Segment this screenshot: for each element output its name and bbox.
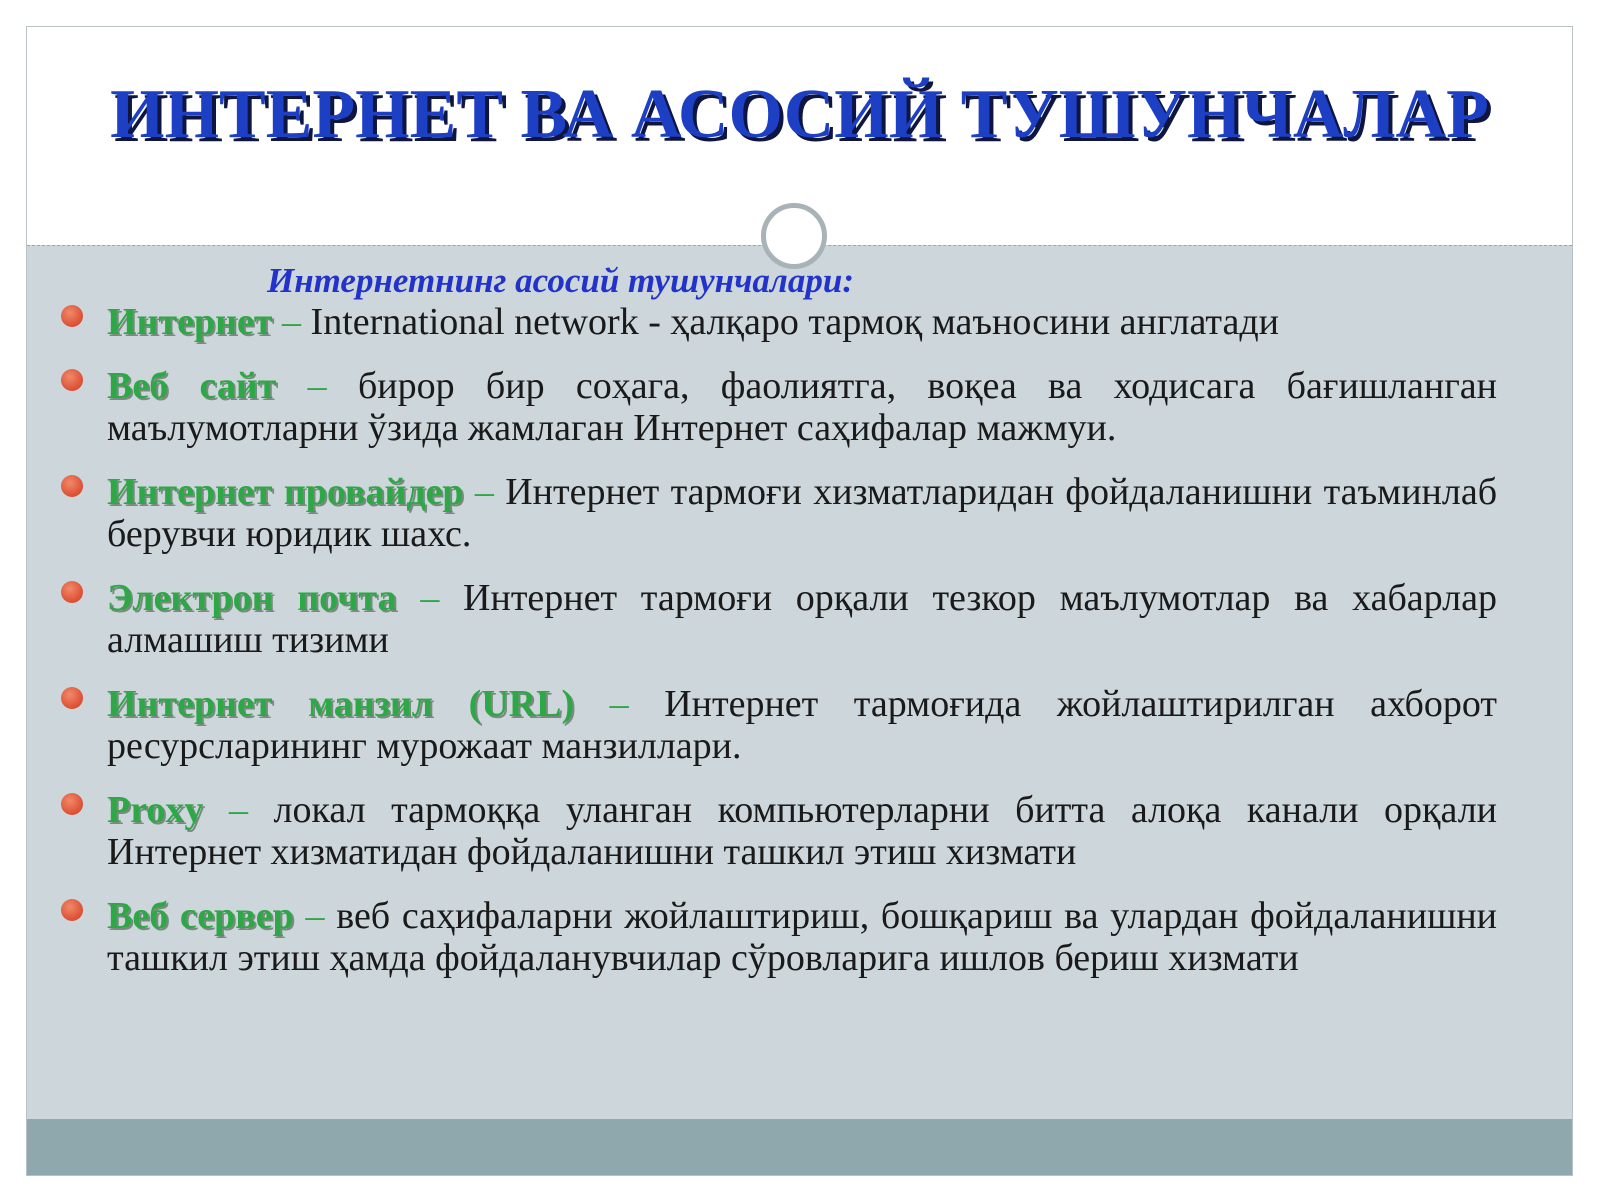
slide — [26, 26, 1573, 1176]
bullet-icon — [61, 305, 83, 327]
item-text: International network - ҳалқаро тармоқ маъносини англатади — [310, 301, 1279, 343]
list-item — [107, 301, 1497, 343]
item-text: бирор бир соҳага, фаолиятга, воқеа ва ходисага бағишланган маълумотларни ўзида жамлаган Интернет саҳифалар мажмуи. — [107, 365, 1498, 449]
definition-list — [107, 301, 1497, 1001]
bullet-icon — [61, 899, 83, 921]
list-item — [107, 577, 1497, 661]
item-dash: – — [307, 365, 327, 407]
item-dash: – — [282, 301, 302, 343]
list-item — [107, 683, 1497, 767]
list-item — [107, 895, 1497, 979]
circle-ornament-icon — [761, 203, 827, 269]
list-item — [107, 365, 1497, 449]
item-term: Веб сайт — [107, 365, 277, 407]
item-term: Веб сервер — [107, 895, 294, 937]
item-text: Интернет тармоғи хизматларидан фойдаланишни таъминлаб берувчи юридик шахс. — [107, 471, 1498, 555]
list-item — [107, 471, 1497, 555]
item-dash: – — [305, 895, 325, 937]
slide-title: ИНТЕРНЕТ ВА АСОСИЙ ТУШУНЧАЛАР — [110, 76, 1489, 153]
bullet-icon — [61, 793, 83, 815]
item-dash: – — [420, 577, 440, 619]
item-term: Интернет — [107, 301, 273, 343]
footer-band — [27, 1119, 1572, 1175]
bullet-icon — [61, 687, 83, 709]
item-text: веб саҳифаларни жойлаштириш, бошқариш ва улардан фойдаланишни ташкил этиш ҳамда фойдаланувчилар сўровларига ишлов бериш хизмати — [107, 895, 1497, 979]
item-dash: – — [609, 683, 629, 725]
item-term: Электрон почта — [107, 577, 397, 619]
item-dash: – — [228, 789, 248, 831]
item-text: локал тармоққа уланган компьютерларни битта алоқа канали орқали Интернет хизматидан фойдаланишни ташкил этиш хизмати — [107, 789, 1498, 873]
item-term: Интернет манзил (URL) — [107, 683, 575, 725]
list-item — [107, 789, 1497, 873]
item-term: Proxy — [107, 789, 204, 831]
bullet-icon — [61, 369, 83, 391]
bullet-icon — [61, 475, 83, 497]
item-text: Интернет тармоғи орқали тезкор маълумотлар ва хабарлар алмашиш тизими — [107, 577, 1497, 661]
bullet-icon — [61, 581, 83, 603]
slide-subtitle: Интернетнинг асосий тушунчалари: — [267, 261, 855, 300]
item-text: Интернет тармоғида жойлаштирилган ахборот ресурсларининг мурожаат манзиллари. — [107, 683, 1497, 767]
item-term: Интернет провайдер — [107, 471, 464, 513]
item-dash: – — [474, 471, 494, 513]
